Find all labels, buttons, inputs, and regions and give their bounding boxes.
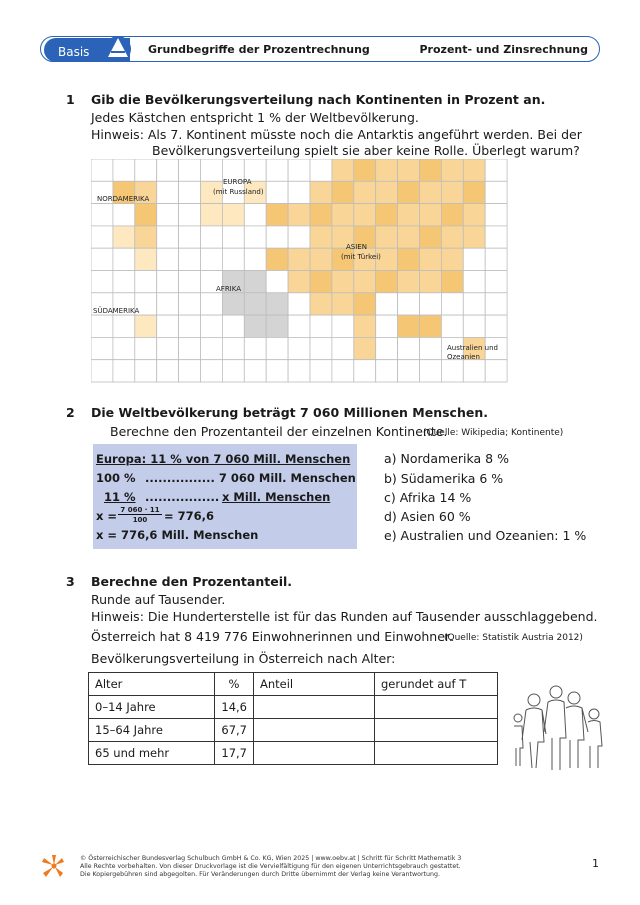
map-cell <box>463 293 485 315</box>
map-cell <box>485 204 507 226</box>
label-australien: Australien und <box>447 344 498 352</box>
map-cell <box>420 315 442 337</box>
map-cell <box>91 226 113 248</box>
map-cell <box>463 360 485 382</box>
map-cell <box>310 293 332 315</box>
task3-source: (Quelle: Statistik Austria 2012) <box>444 633 583 643</box>
map-cell <box>463 181 485 203</box>
map-cell <box>310 360 332 382</box>
map-cell <box>91 315 113 337</box>
map-cell <box>91 271 113 293</box>
age-cell: 65 und mehr <box>89 742 215 765</box>
table-header-row <box>89 673 498 696</box>
map-cell <box>420 248 442 270</box>
map-cell <box>441 159 463 181</box>
age-cell: 15–64 Jahre <box>89 719 215 742</box>
people-group-illustration <box>512 682 608 774</box>
map-cell <box>288 293 310 315</box>
map-cell <box>332 181 354 203</box>
map-cell <box>441 204 463 226</box>
label-europa-sub: (mit Russland) <box>213 188 264 196</box>
table-row <box>89 696 498 719</box>
map-cell <box>201 315 223 337</box>
map-cell <box>332 271 354 293</box>
answer-b: b) Südamerika 6 % <box>384 471 504 486</box>
map-cell <box>463 159 485 181</box>
map-cell <box>310 204 332 226</box>
task2-title: Die Weltbevölkerung beträgt 7 060 Millionen Menschen. <box>91 405 488 420</box>
age-cell: 0–14 Jahre <box>89 696 215 719</box>
label-asien-sub: (mit Türkei) <box>341 253 381 261</box>
map-cell <box>179 360 201 382</box>
map-cell <box>157 271 179 293</box>
example-line2b: ................ 7 060 Mill. Menschen <box>145 471 356 485</box>
map-cell <box>135 204 157 226</box>
map-cell <box>157 315 179 337</box>
map-cell <box>201 360 223 382</box>
map-cell <box>485 159 507 181</box>
map-cell <box>201 248 223 270</box>
map-cell <box>398 226 420 248</box>
map-cell <box>310 248 332 270</box>
task1-title: Gib die Bevölkerungsverteilung nach Kontinenten in Prozent an. <box>91 92 546 107</box>
map-cell <box>266 271 288 293</box>
page-number: 1 <box>592 857 599 870</box>
map-cell <box>244 360 266 382</box>
map-cell <box>135 159 157 181</box>
map-cell <box>244 248 266 270</box>
map-cell <box>222 248 244 270</box>
map-cell <box>398 337 420 359</box>
map-cell <box>310 226 332 248</box>
map-cell <box>354 337 376 359</box>
map-cell <box>398 360 420 382</box>
map-cell <box>420 271 442 293</box>
header-cell: Alter <box>89 673 215 696</box>
map-cell <box>179 159 201 181</box>
map-cell <box>485 226 507 248</box>
map-cell <box>266 248 288 270</box>
map-cell <box>398 315 420 337</box>
footer-line2: Alle Rechte vorbehalten. Von dieser Druckvorlage ist die Vervielfältigung für den eigenen Unterrichtsgebrauch gestattet. <box>80 863 461 870</box>
share-answer-cell[interactable] <box>254 696 375 719</box>
map-cell <box>179 248 201 270</box>
map-cell <box>113 248 135 270</box>
map-cell <box>420 204 442 226</box>
answer-e: e) Australien und Ozeanien: 1 % <box>384 528 587 543</box>
map-cell <box>157 159 179 181</box>
example-line3b: ................. <box>145 490 220 504</box>
label-afrika: AFRIKA <box>216 285 241 293</box>
map-cell <box>222 360 244 382</box>
map-cell <box>376 337 398 359</box>
task3-line1: Runde auf Tausender. <box>91 592 226 607</box>
map-cell <box>91 360 113 382</box>
map-cell <box>376 159 398 181</box>
example-line4b: = 776,6 <box>164 509 215 523</box>
map-cell <box>420 360 442 382</box>
answer-a: a) Nordamerika 8 % <box>384 451 509 466</box>
map-cell <box>376 204 398 226</box>
map-cell <box>113 337 135 359</box>
map-cell <box>113 315 135 337</box>
example-line3a: 11 % <box>104 490 136 504</box>
map-cell <box>485 271 507 293</box>
header-topic: Grundbegriffe der Prozentrechnung <box>148 43 370 56</box>
map-cell <box>354 315 376 337</box>
map-cell <box>201 226 223 248</box>
basis-triangle-icon <box>104 33 132 63</box>
map-cell <box>157 204 179 226</box>
map-cell <box>398 204 420 226</box>
map-cell <box>420 226 442 248</box>
map-cell <box>463 248 485 270</box>
label-nordamerika: NORDAMERIKA <box>97 195 150 203</box>
map-cell <box>485 360 507 382</box>
map-cell <box>398 181 420 203</box>
map-cell <box>332 315 354 337</box>
map-cell <box>201 159 223 181</box>
map-cell <box>288 248 310 270</box>
map-cell <box>244 315 266 337</box>
map-cell <box>420 293 442 315</box>
map-cell <box>222 226 244 248</box>
map-cell <box>135 248 157 270</box>
map-cell <box>157 226 179 248</box>
map-cell <box>201 204 223 226</box>
rounded-answer-cell[interactable] <box>375 719 498 742</box>
map-cell <box>420 181 442 203</box>
map-cell <box>135 315 157 337</box>
label-asien: ASIEN <box>346 243 367 251</box>
task1-hint1: Hinweis: Als 7. Kontinent müsste noch die Antarktis angeführt werden. Bei der <box>91 127 582 142</box>
footer-line3: Die Kopiergebühren sind abgegolten. Für Veränderungen durch Dritte übernimmt der Verlag keine Verantwortung. <box>80 871 440 878</box>
map-cell <box>354 360 376 382</box>
map-cell <box>113 159 135 181</box>
map-cell <box>485 293 507 315</box>
map-cell <box>201 293 223 315</box>
map-cell <box>288 204 310 226</box>
share-answer-cell[interactable] <box>254 719 375 742</box>
map-cell <box>157 360 179 382</box>
map-cell <box>398 271 420 293</box>
map-cell <box>179 271 201 293</box>
task3-distribution: Bevölkerungsverteilung in Österreich nach Alter: <box>91 651 396 666</box>
map-cell <box>310 159 332 181</box>
answer-d: d) Asien 60 % <box>384 509 471 524</box>
map-cell <box>113 204 135 226</box>
map-cell <box>266 360 288 382</box>
map-cell <box>420 337 442 359</box>
map-cell <box>113 271 135 293</box>
map-cell <box>266 226 288 248</box>
map-cell <box>332 337 354 359</box>
map-cell <box>91 248 113 270</box>
publisher-logo-icon <box>40 853 66 881</box>
map-cell <box>441 271 463 293</box>
percent-cell: 14,6 <box>215 696 254 719</box>
map-cell <box>288 360 310 382</box>
header-chapter: Prozent- und Zinsrechnung <box>419 43 588 56</box>
map-cell <box>441 226 463 248</box>
header-cell: gerundet auf T <box>375 673 498 696</box>
map-cell <box>310 315 332 337</box>
map-cell <box>332 360 354 382</box>
task1-hint2: Bevölkerungsverteilung spielt sie aber keine Rolle. Überlegt warum? <box>152 143 580 158</box>
table-row <box>89 719 498 742</box>
map-cell <box>463 271 485 293</box>
example-fraction-numerator: 7 060 · 11 <box>118 506 162 515</box>
example-line2a: 100 % <box>96 471 136 485</box>
map-cell <box>310 271 332 293</box>
map-cell <box>179 226 201 248</box>
example-fraction-denominator: 100 <box>132 516 148 524</box>
map-cell <box>441 181 463 203</box>
map-cell <box>332 204 354 226</box>
map-cell <box>179 293 201 315</box>
footer-line1: © Österreichischer Bundesverlag Schulbuch GmbH & Co. KG, Wien 2025 | www.oebv.at | Schritt für Schritt Mathematik 3 <box>80 855 462 862</box>
map-cell <box>354 271 376 293</box>
map-cell <box>135 271 157 293</box>
map-cell <box>354 204 376 226</box>
map-cell <box>441 248 463 270</box>
header-cell: % <box>215 673 254 696</box>
map-cell <box>332 159 354 181</box>
map-cell <box>398 248 420 270</box>
map-cell <box>376 226 398 248</box>
map-cell <box>441 293 463 315</box>
task1-line1: Jedes Kästchen entspricht 1 % der Weltbevölkerung. <box>91 110 419 125</box>
map-cell <box>288 315 310 337</box>
map-cell <box>179 181 201 203</box>
map-cell <box>157 248 179 270</box>
map-cell <box>91 337 113 359</box>
percent-cell: 67,7 <box>215 719 254 742</box>
map-cell <box>376 181 398 203</box>
map-cell <box>244 337 266 359</box>
task1-number: 1 <box>66 92 75 107</box>
map-cell <box>179 204 201 226</box>
rounded-answer-cell[interactable] <box>375 742 498 765</box>
answer-c: c) Afrika 14 % <box>384 490 472 505</box>
map-cell <box>463 315 485 337</box>
map-cell <box>179 337 201 359</box>
footer-copyright <box>80 855 560 879</box>
task3-hint: Hinweis: Die Hunderterstelle ist für das Runden auf Tausender ausschlaggebend. <box>91 609 598 624</box>
task2-number: 2 <box>66 405 75 420</box>
header-cell: Anteil <box>254 673 375 696</box>
label-ozeanien: Ozeanien <box>447 353 480 361</box>
map-cell <box>441 315 463 337</box>
map-cell <box>222 293 244 315</box>
map-cell <box>288 271 310 293</box>
map-cell <box>376 315 398 337</box>
map-cell <box>354 293 376 315</box>
example-line4a: x = <box>96 509 118 523</box>
map-cell <box>332 293 354 315</box>
share-answer-cell[interactable] <box>254 742 375 765</box>
map-cell <box>463 226 485 248</box>
map-cell <box>222 204 244 226</box>
map-cell <box>244 293 266 315</box>
map-cell <box>222 337 244 359</box>
age-table <box>88 672 498 765</box>
map-cell <box>157 337 179 359</box>
map-cell <box>398 293 420 315</box>
map-cell <box>201 337 223 359</box>
map-cell <box>135 360 157 382</box>
map-cell <box>113 226 135 248</box>
map-cell <box>266 293 288 315</box>
map-cell <box>157 181 179 203</box>
level-badge: Basis <box>44 38 130 62</box>
table-row <box>89 742 498 765</box>
map-cell <box>354 159 376 181</box>
map-cell <box>354 181 376 203</box>
map-cell <box>485 315 507 337</box>
map-cell <box>157 293 179 315</box>
map-cell <box>244 271 266 293</box>
label-suedamerika: SÜDAMERIKA <box>93 307 140 315</box>
map-cell <box>310 337 332 359</box>
map-cell <box>266 204 288 226</box>
task3-number: 3 <box>66 574 75 589</box>
map-cell <box>266 315 288 337</box>
map-cell <box>266 337 288 359</box>
task2-line1: Berechne den Prozentanteil der einzelnen Kontinente. <box>110 424 448 439</box>
map-cell <box>288 159 310 181</box>
map-cell <box>376 360 398 382</box>
map-cell <box>376 293 398 315</box>
map-cell <box>420 159 442 181</box>
task2-source: (Quelle: Wikipedia; Kontinente) <box>423 428 564 438</box>
map-cell <box>310 181 332 203</box>
map-cell <box>222 315 244 337</box>
map-cell <box>266 181 288 203</box>
task3-austria: Österreich hat 8 419 776 Einwohnerinnen und Einwohner. <box>91 629 453 644</box>
example-line1: Europa: 11 % von 7 060 Mill. Menschen <box>96 452 351 466</box>
map-cell <box>376 271 398 293</box>
percent-cell: 17,7 <box>215 742 254 765</box>
map-cell <box>244 204 266 226</box>
map-cell <box>266 159 288 181</box>
map-cell <box>463 204 485 226</box>
label-europa: EUROPA <box>223 178 252 186</box>
example-line5: x = 776,6 Mill. Menschen <box>96 528 259 542</box>
map-cell <box>288 226 310 248</box>
map-cell <box>135 337 157 359</box>
task3-title: Berechne den Prozentanteil. <box>91 574 293 589</box>
map-cell <box>398 159 420 181</box>
example-line3c: x Mill. Menschen <box>222 490 331 504</box>
map-cell <box>91 159 113 181</box>
map-cell <box>441 360 463 382</box>
map-cell <box>113 360 135 382</box>
map-cell <box>288 337 310 359</box>
map-cell <box>244 226 266 248</box>
map-cell <box>135 226 157 248</box>
rounded-answer-cell[interactable] <box>375 696 498 719</box>
map-cell <box>179 315 201 337</box>
map-cell <box>485 248 507 270</box>
map-cell <box>91 204 113 226</box>
map-cell <box>288 181 310 203</box>
map-cell <box>485 181 507 203</box>
